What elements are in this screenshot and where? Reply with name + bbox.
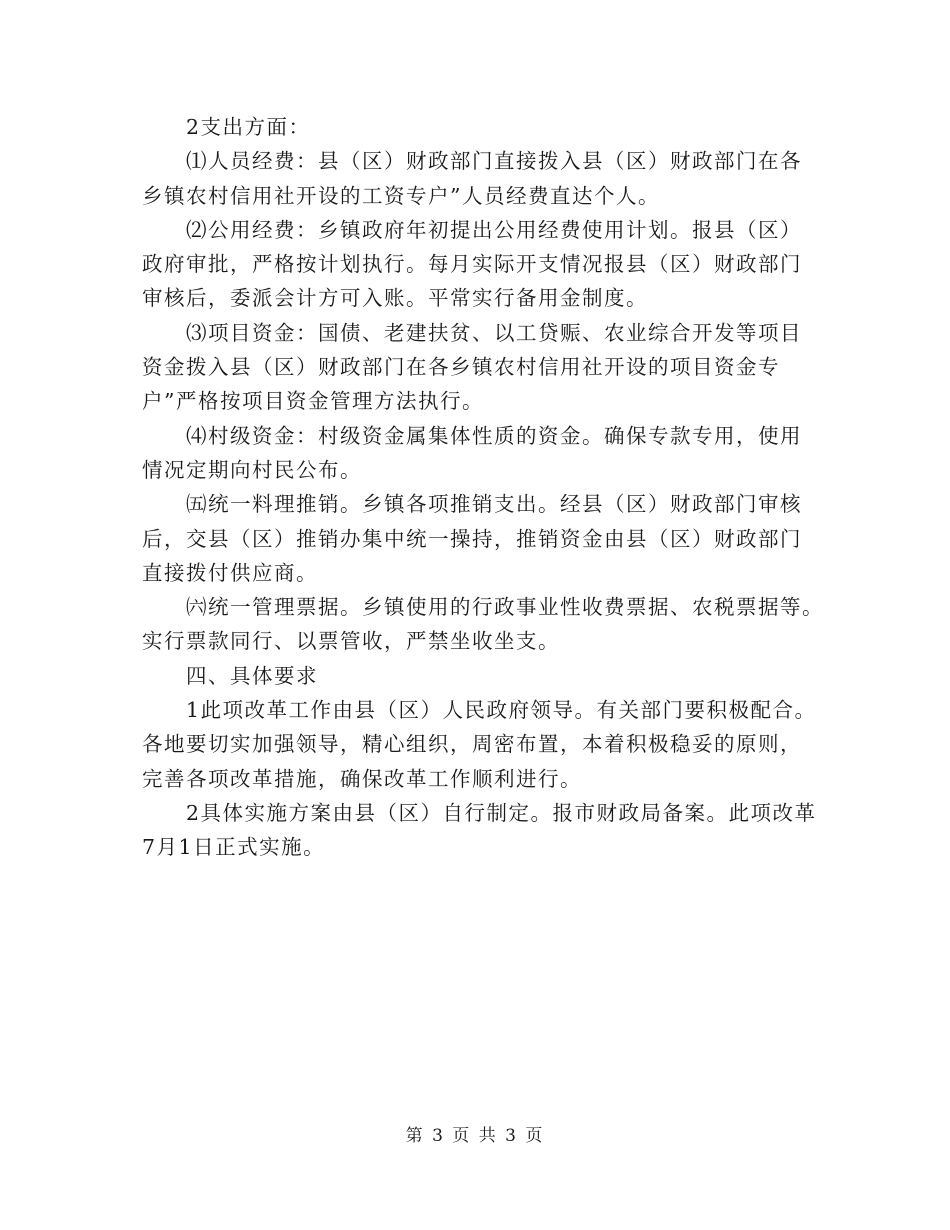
- text-line: ⑶项目资金：国债、老建扶贫、以工贷赈、农业综合开发等项目: [142, 320, 802, 345]
- text-line: 2支出方面：: [142, 115, 311, 139]
- text-line: 政府审批，严格按计划执行。每月实际开支情况报县（区）财政部门: [142, 252, 802, 277]
- text-line: ⑵公用经费：乡镇政府年初提出公用经费使用计划。报县（区）: [142, 217, 802, 242]
- text-line: 资金拨入县（区）财政部门在各乡镇农村信用社开设的项目资金专: [142, 355, 780, 380]
- text-line: 后，交县（区）推销办集中统一操持，推销资金由县（区）财政部门: [142, 526, 802, 551]
- page-number-footer: 第 3 页 共 3 页: [405, 1126, 545, 1146]
- text-line: 7月1日正式实施。: [142, 835, 326, 860]
- section-heading: 四、具体要求: [142, 663, 318, 688]
- text-line: 各地要切实加强领导，精心组织，周密布置，本着积极稳妥的原则，: [142, 732, 802, 757]
- text-line: 完善各项改革措施，确保改革工作顺利进行。: [142, 766, 582, 791]
- text-line: 乡镇农村信用社开设的工资专户”人员经费直达个人。: [142, 183, 660, 208]
- text-line: ⑷村级资金：村级资金属集体性质的资金。确保专款专用，使用: [142, 423, 802, 448]
- text-line: 1此项改革工作由县（区）人民政府领导。有关部门要积极配合。: [142, 698, 817, 723]
- text-line: 实行票款同行、以票管收，严禁坐收坐支。: [142, 629, 560, 654]
- text-line: 2具体实施方案由县（区）自行制定。报市财政局备案。此项改革: [142, 800, 817, 825]
- text-line: ⑴人员经费：县（区）财政部门直接拨入县（区）财政部门在各: [142, 149, 802, 174]
- document-body: [142, 110, 822, 865]
- text-line: 户”严格按项目资金管理方法执行。: [142, 389, 484, 414]
- text-line: ㈥统一管理票据。乡镇使用的行政事业性收费票据、农税票据等。: [142, 595, 824, 620]
- text-line: 直接拨付供应商。: [142, 560, 318, 585]
- text-line: 审核后，委派会计方可入账。平常实行备用金制度。: [142, 286, 648, 311]
- text-line: ㈤统一料理推销。乡镇各项推销支出。经县（区）财政部门审核: [142, 492, 802, 517]
- text-line: 情况定期向村民公布。: [142, 457, 362, 482]
